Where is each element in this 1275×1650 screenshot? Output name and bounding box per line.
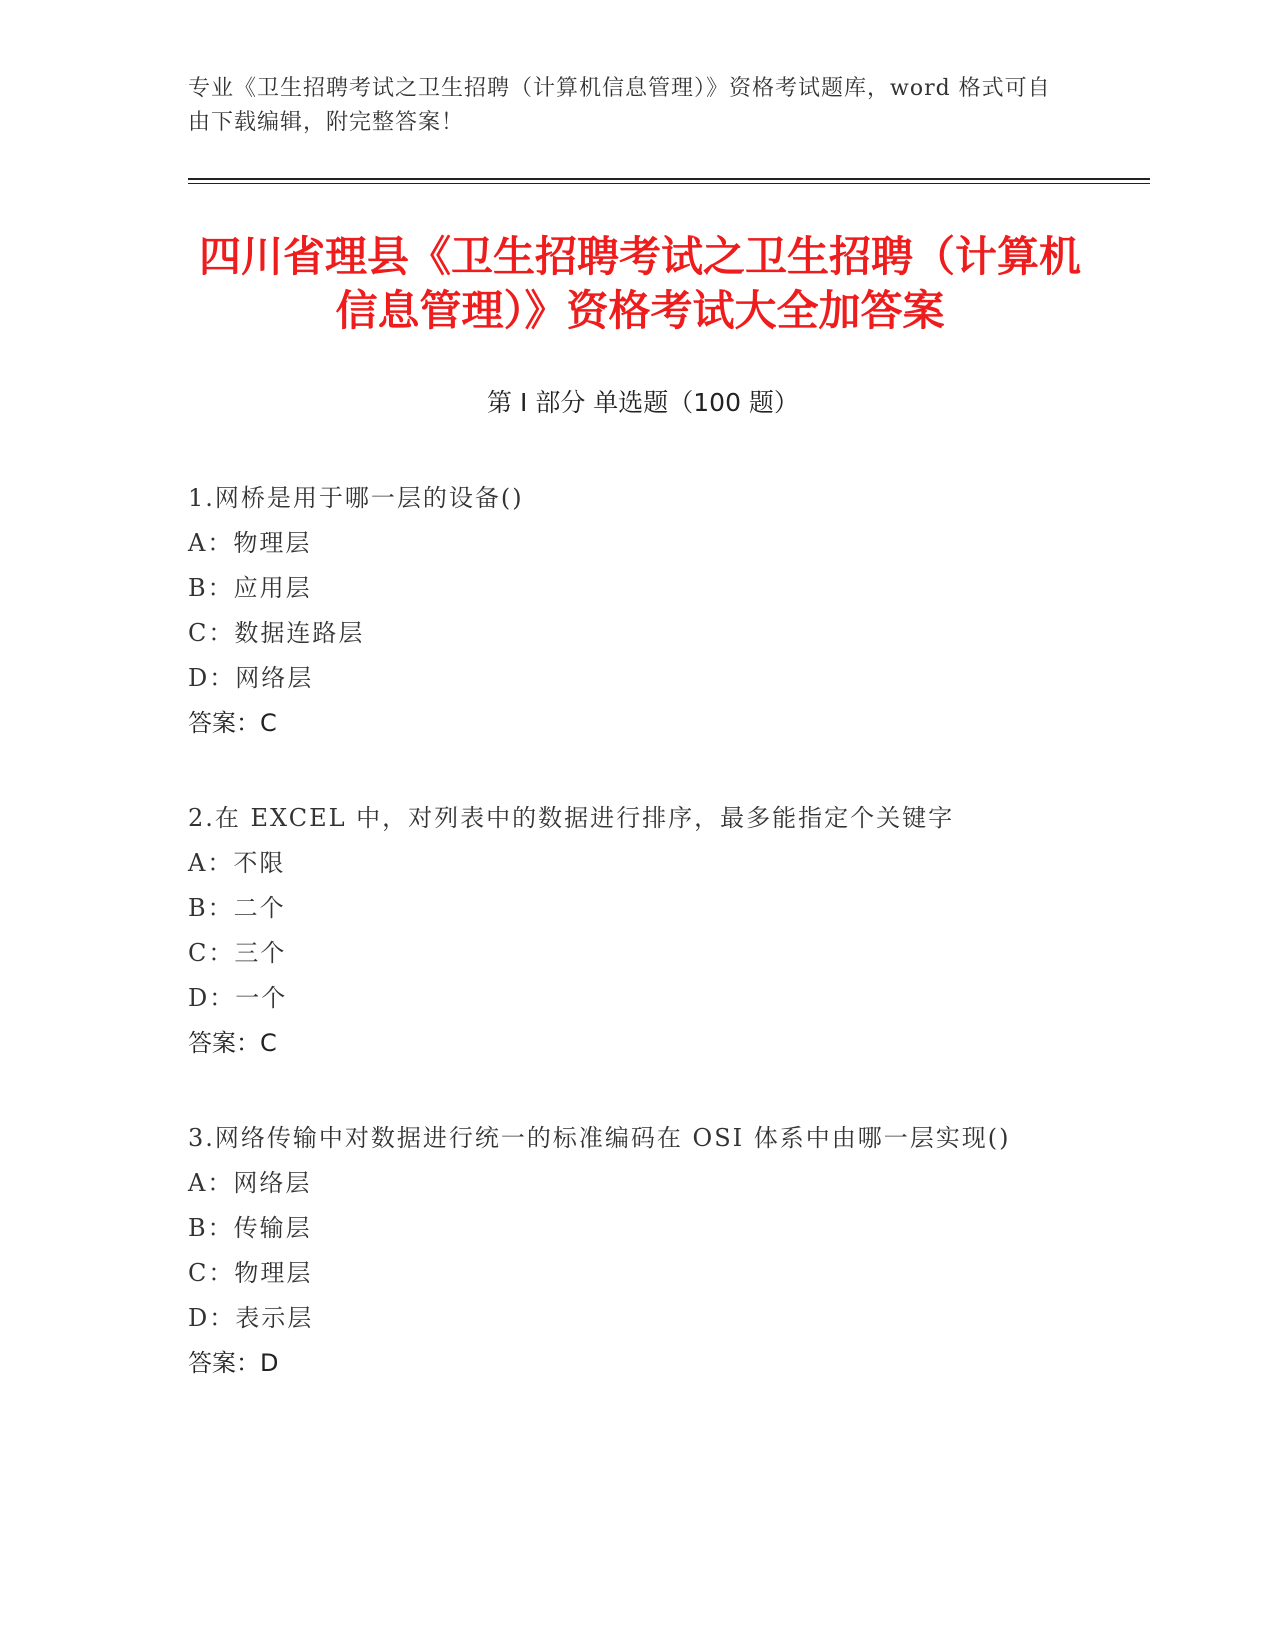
question-stem: 2.在 EXCEL 中，对列表中的数据进行排序，最多能指定个关键字 [188, 804, 955, 832]
question-stem: 1.网桥是用于哪一层的设备() [188, 484, 524, 512]
option-c: C：数据连路层 [188, 619, 365, 647]
question-3 [188, 1116, 1068, 1386]
option-a: A：网络层 [188, 1169, 312, 1197]
header-divider-thin [188, 183, 1150, 184]
option-d: D：表示层 [188, 1304, 314, 1332]
header-note: 专业《卫生招聘考试之卫生招聘（计算机信息管理）》资格考试题库，word 格式可自由下载编辑，附完整答案！ [188, 76, 1051, 135]
question-2 [188, 796, 1068, 1066]
option-b: B：二个 [188, 894, 286, 922]
option-c: C：三个 [188, 939, 287, 967]
answer: 答案：C [188, 709, 277, 737]
answer: 答案：D [188, 1349, 279, 1377]
question-list [188, 476, 1068, 1436]
option-c: C：物理层 [188, 1259, 313, 1287]
option-b: B：应用层 [188, 574, 312, 602]
option-a: A：物理层 [188, 529, 312, 557]
section-title: 第 I 部分 单选题（100 题） [487, 388, 799, 417]
option-b: B：传输层 [188, 1214, 312, 1242]
option-d: D：网络层 [188, 664, 314, 692]
answer: 答案：C [188, 1029, 277, 1057]
option-d: D：一个 [188, 984, 288, 1012]
option-a: A：不限 [188, 849, 286, 877]
header-divider [188, 178, 1150, 180]
question-stem: 3.网络传输中对数据进行统一的标准编码在 OSI 体系中由哪一层实现() [188, 1124, 1011, 1152]
question-1 [188, 476, 1068, 746]
document-title: 四川省理县《卫生招聘考试之卫生招聘（计算机信息管理）》资格考试大全加答案 [198, 232, 1081, 335]
